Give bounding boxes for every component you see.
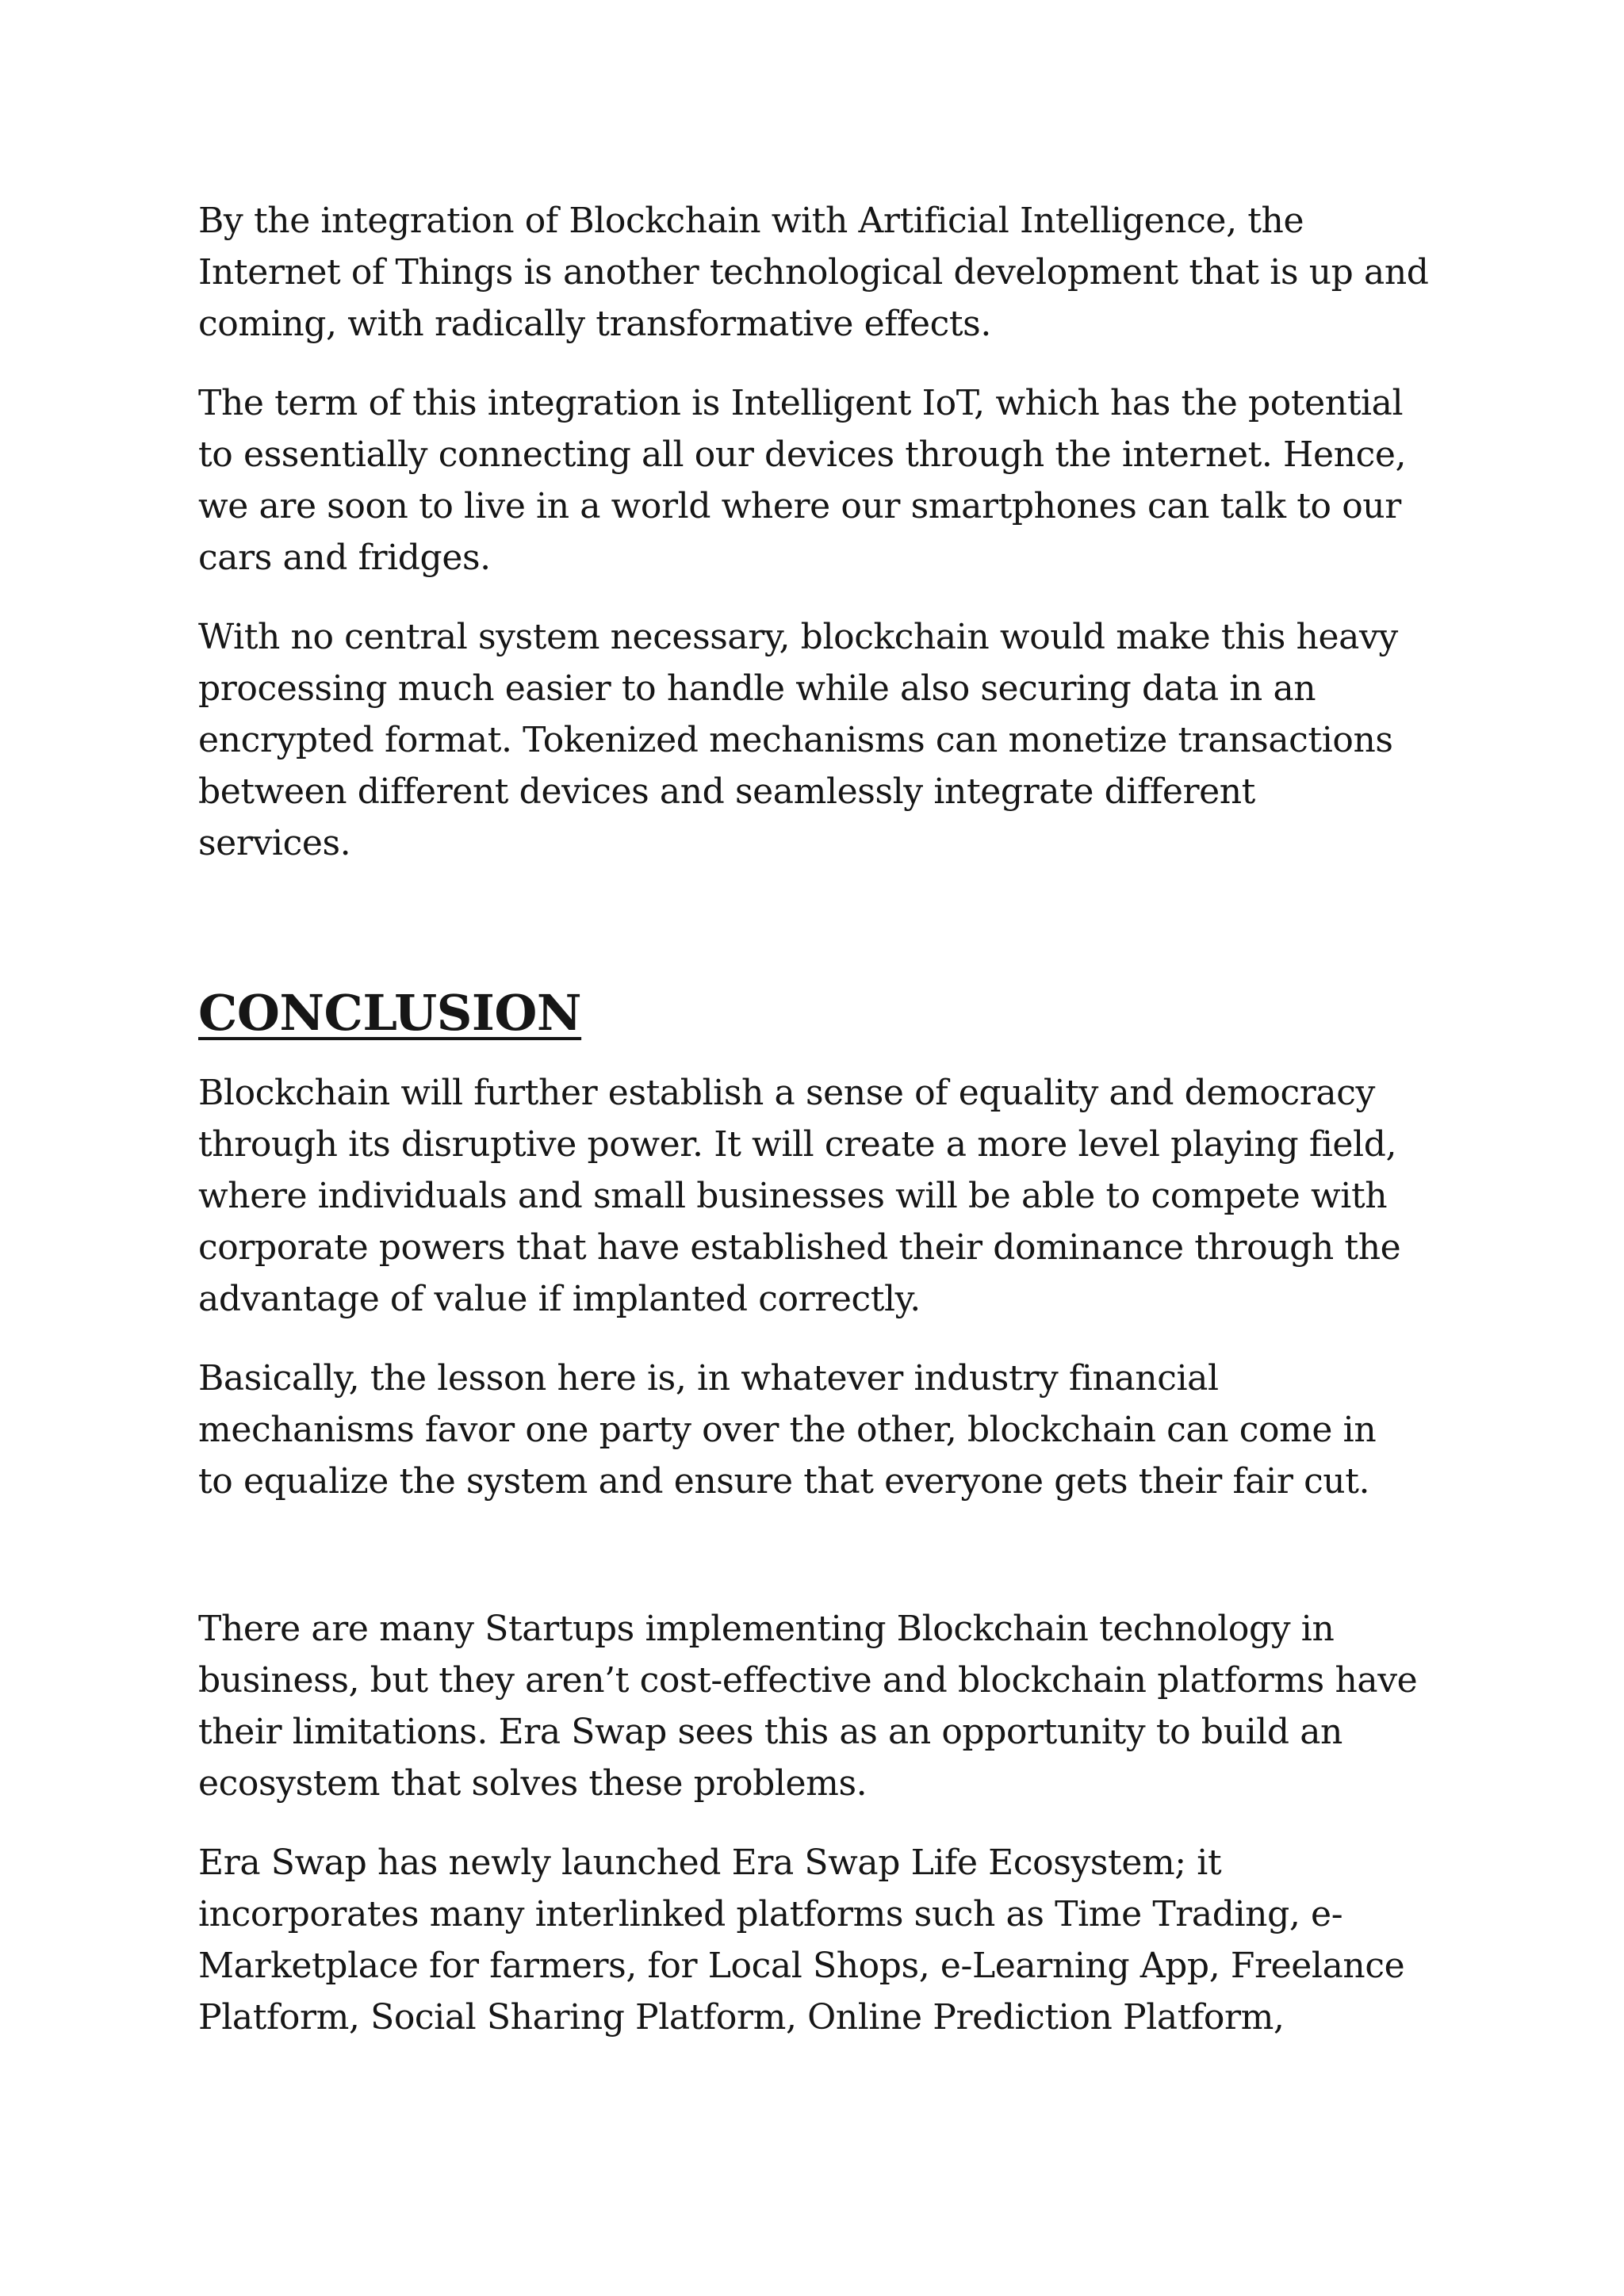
conclusion-paragraph-2: Basically, the lesson here is, in whatever industry financial mechanisms favor one party over the other, blockchain can come in to equalize the system and ensure that everyone gets their fair cut. <box>198 1358 1377 1502</box>
startups-paragraph-1: There are many Startups implementing Blockchain technology in business, but they aren’t cost-effective and blockchain platforms have their limitations. Era Swap sees this as an opportunity to build an ecosystem that solves these problems. <box>198 1609 1418 1804</box>
conclusion-paragraph-1: Blockchain will further establish a sense of equality and democracy through its disruptive power. It will create a more level playing field, where individuals and small businesses will be able to compete with corporate powers that have established their dominance through the advantage of value if implanted correctly. <box>198 1073 1401 1319</box>
conclusion-heading: CONCLUSION <box>198 984 582 1042</box>
intro-section <box>198 195 1435 869</box>
conclusion-section <box>198 982 1435 1507</box>
startups-section <box>198 1603 1435 2043</box>
intro-paragraph-2: The term of this integration is Intelligent IoT, which has the potential to essentially connecting all our devices through the internet. Hence, we are soon to live in a world where our smartphones can talk to our cars and fridges. <box>198 383 1407 578</box>
intro-paragraph-1: By the integration of Blockchain with Artificial Intelligence, the Internet of Things is another technological development that is up and coming, with radically transformative effects. <box>198 201 1429 344</box>
document-page <box>198 195 1435 2043</box>
startups-paragraph-2: Era Swap has newly launched Era Swap Life Ecosystem; it incorporates many interlinked platforms such as Time Trading, e- Marketplace for farmers, for Local Shops, e-Learning App, Freelance Platform, Social Sharing Platform, Online Prediction Platform, <box>198 1843 1405 2038</box>
intro-paragraph-3: With no central system necessary, blockchain would make this heavy processing much easier to handle while also securing data in an encrypted format. Tokenized mechanisms can monetize transactions between different devices and seamlessly integrate different services. <box>198 617 1398 863</box>
